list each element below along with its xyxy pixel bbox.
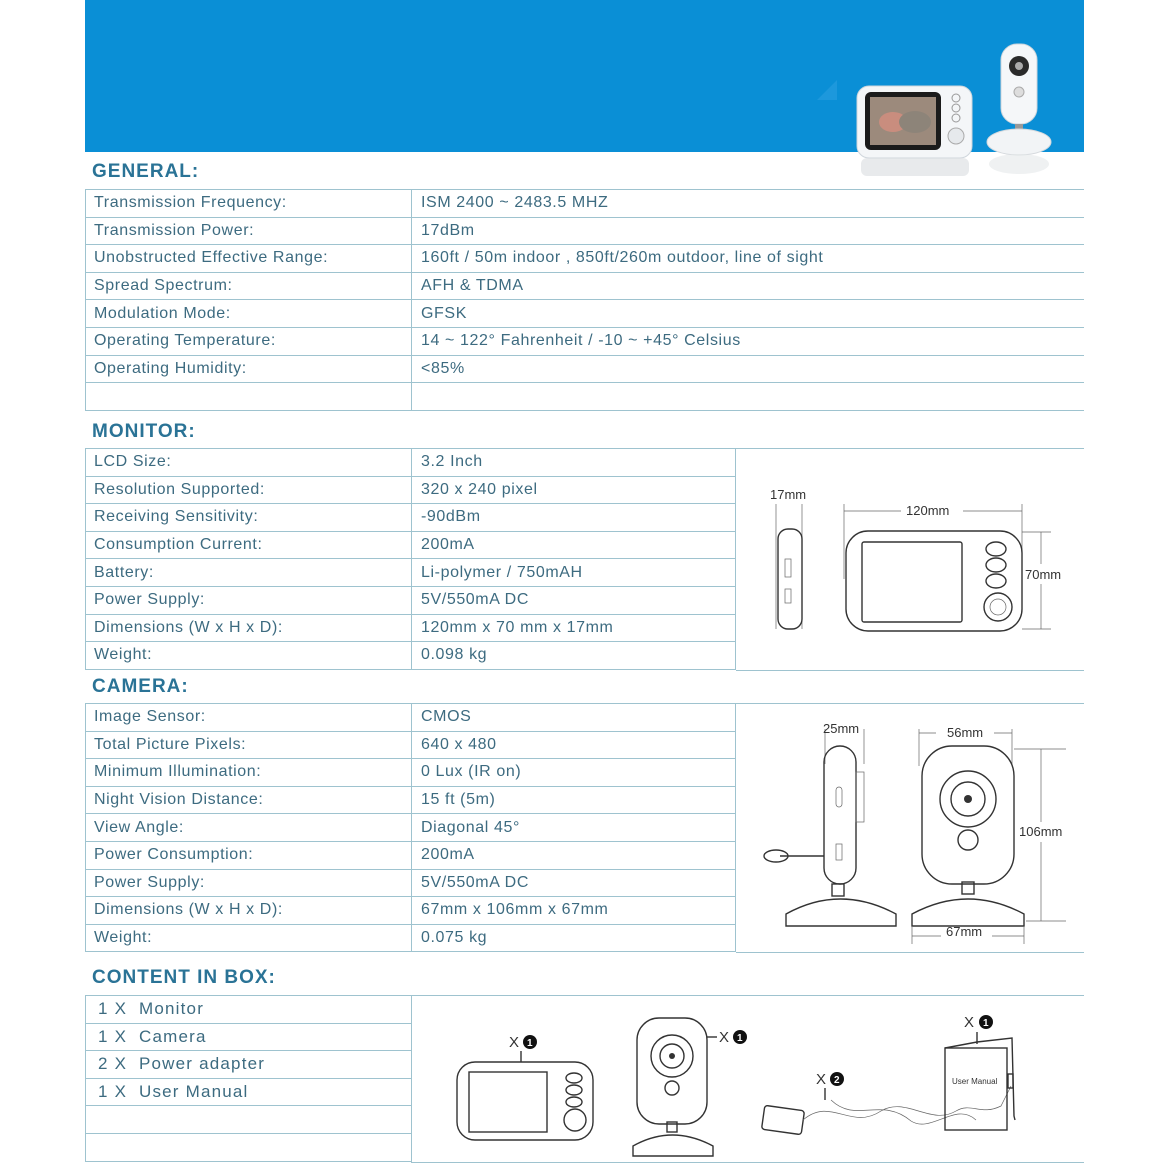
camera-table	[85, 703, 736, 952]
monitor-dimension-diagram	[736, 448, 1084, 671]
box-item: 2 X Power adapter	[86, 1051, 412, 1079]
spec-label: Power Consumption:	[86, 841, 412, 869]
camera-dimension-diagram	[736, 703, 1084, 953]
section-title-general: GENERAL:	[92, 161, 200, 182]
box-item-count: 2	[834, 1075, 840, 1086]
spec-label: Modulation Mode:	[86, 300, 412, 328]
box-item: 1 X Camera	[86, 1023, 412, 1051]
camera-width-label: 56mm	[947, 725, 984, 740]
spec-label: Operating Humidity:	[86, 355, 412, 383]
spec-value: AFH & TDMA	[412, 272, 1085, 300]
camera-row	[86, 786, 736, 814]
camera-row	[86, 841, 736, 869]
monitor-height-label: 70mm	[1025, 567, 1062, 582]
section-title-monitor: MONITOR:	[92, 421, 196, 442]
box-item-monitor-illustration	[457, 1034, 593, 1140]
box-item-row	[86, 1106, 412, 1134]
spec-label: Minimum Illumination:	[86, 759, 412, 787]
spec-value: 200mA	[412, 531, 736, 559]
spec-label: LCD Size:	[86, 449, 412, 477]
spec-label: Night Vision Distance:	[86, 786, 412, 814]
camera-height-label: 106mm	[1019, 824, 1063, 839]
box-item: 1 X Monitor	[86, 996, 412, 1024]
box-item-row	[86, 996, 412, 1024]
general-row	[86, 327, 1085, 355]
spec-value: GFSK	[412, 300, 1085, 328]
box-contents-illustration	[411, 995, 1084, 1163]
spec-value: 200mA	[412, 841, 736, 869]
monitor-table	[85, 448, 736, 670]
monitor-depth-label: 17mm	[770, 487, 807, 502]
user-manual-cover-text: User Manual	[952, 1077, 998, 1086]
box-item-qty: X	[816, 1071, 827, 1088]
monitor-row	[86, 476, 736, 504]
box-item-row	[86, 1078, 412, 1106]
box-item-count: 1	[983, 1018, 989, 1029]
spec-value: 0.075 kg	[412, 924, 736, 952]
spec-label: Battery:	[86, 559, 412, 587]
monitor-width-label: 120mm	[906, 503, 950, 518]
box-item-count: 1	[737, 1033, 743, 1044]
spec-label: Total Picture Pixels:	[86, 731, 412, 759]
spec-label: Receiving Sensitivity:	[86, 504, 412, 532]
spec-value: 15 ft (5m)	[412, 786, 736, 814]
spec-value: 0.098 kg	[412, 642, 736, 670]
spec-value: 120mm x 70 mm x 17mm	[412, 614, 736, 642]
general-row	[86, 217, 1085, 245]
spec-label: Transmission Power:	[86, 217, 412, 245]
monitor-row	[86, 614, 736, 642]
monitor-row	[86, 642, 736, 670]
general-row	[86, 355, 1085, 383]
box-item	[86, 1133, 412, 1161]
spec-value: -90dBm	[412, 504, 736, 532]
box-contents-table	[85, 995, 412, 1162]
spec-value: 5V/550mA DC	[412, 586, 736, 614]
spec-label: Weight:	[86, 924, 412, 952]
spec-value: 640 x 480	[412, 731, 736, 759]
baby-monitor-product-photo	[815, 40, 1075, 180]
spec-label: Consumption Current:	[86, 531, 412, 559]
general-row	[86, 190, 1085, 218]
general-row	[86, 300, 1085, 328]
spec-label: Image Sensor:	[86, 704, 412, 732]
monitor-row	[86, 504, 736, 532]
camera-row	[86, 869, 736, 897]
camera-depth-label: 25mm	[823, 721, 860, 736]
spec-value: CMOS	[412, 704, 736, 732]
section-title-camera: CAMERA:	[92, 676, 189, 697]
monitor-row	[86, 559, 736, 587]
box-item-qty: X	[964, 1014, 975, 1031]
box-item-camera-illustration	[633, 1018, 747, 1156]
spec-value: <85%	[412, 355, 1085, 383]
spec-value: 14 ~ 122° Fahrenheit / -10 ~ +45° Celsius	[412, 327, 1085, 355]
monitor-row	[86, 531, 736, 559]
camera-row	[86, 814, 736, 842]
camera-base-label: 67mm	[946, 924, 983, 939]
spec-label: View Angle:	[86, 814, 412, 842]
spec-label: Weight:	[86, 642, 412, 670]
camera-row	[86, 704, 736, 732]
spec-value: 3.2 Inch	[412, 449, 736, 477]
spec-label: Spread Spectrum:	[86, 272, 412, 300]
box-item: 1 X User Manual	[86, 1078, 412, 1106]
spec-label: Dimensions (W x H x D):	[86, 897, 412, 925]
spec-value: 17dBm	[412, 217, 1085, 245]
general-row	[86, 245, 1085, 273]
spec-value	[412, 383, 1085, 411]
camera-row	[86, 731, 736, 759]
monitor-row	[86, 586, 736, 614]
spec-value: Diagonal 45°	[412, 814, 736, 842]
box-item-qty: X	[719, 1029, 730, 1046]
spec-value: 160ft / 50m indoor , 850ft/260m outdoor, line of sight	[412, 245, 1085, 273]
general-row	[86, 383, 1085, 411]
camera-row	[86, 759, 736, 787]
spec-label: Resolution Supported:	[86, 476, 412, 504]
box-item	[86, 1106, 412, 1134]
camera-row	[86, 924, 736, 952]
monitor-row	[86, 449, 736, 477]
camera-row	[86, 897, 736, 925]
general-table	[85, 189, 1084, 411]
box-item-row	[86, 1133, 412, 1161]
box-item-count: 1	[527, 1038, 533, 1049]
box-item-qty: X	[509, 1034, 520, 1051]
spec-value: 5V/550mA DC	[412, 869, 736, 897]
spec-label: Operating Temperature:	[86, 327, 412, 355]
spec-value: Li-polymer / 750mAH	[412, 559, 736, 587]
box-item-row	[86, 1023, 412, 1051]
box-item-row	[86, 1051, 412, 1079]
spec-value: 67mm x 106mm x 67mm	[412, 897, 736, 925]
spec-label: Dimensions (W x H x D):	[86, 614, 412, 642]
spec-label: Transmission Frequency:	[86, 190, 412, 218]
spec-value: ISM 2400 ~ 2483.5 MHZ	[412, 190, 1085, 218]
spec-label: Unobstructed Effective Range:	[86, 245, 412, 273]
spec-label	[86, 383, 412, 411]
general-row	[86, 272, 1085, 300]
spec-label: Power Supply:	[86, 586, 412, 614]
spec-value: 320 x 240 pixel	[412, 476, 736, 504]
spec-label: Power Supply:	[86, 869, 412, 897]
spec-value: 0 Lux (IR on)	[412, 759, 736, 787]
box-item-user-manual-illustration	[945, 1014, 1015, 1130]
section-title-content-in-box: CONTENT IN BOX:	[92, 967, 276, 988]
